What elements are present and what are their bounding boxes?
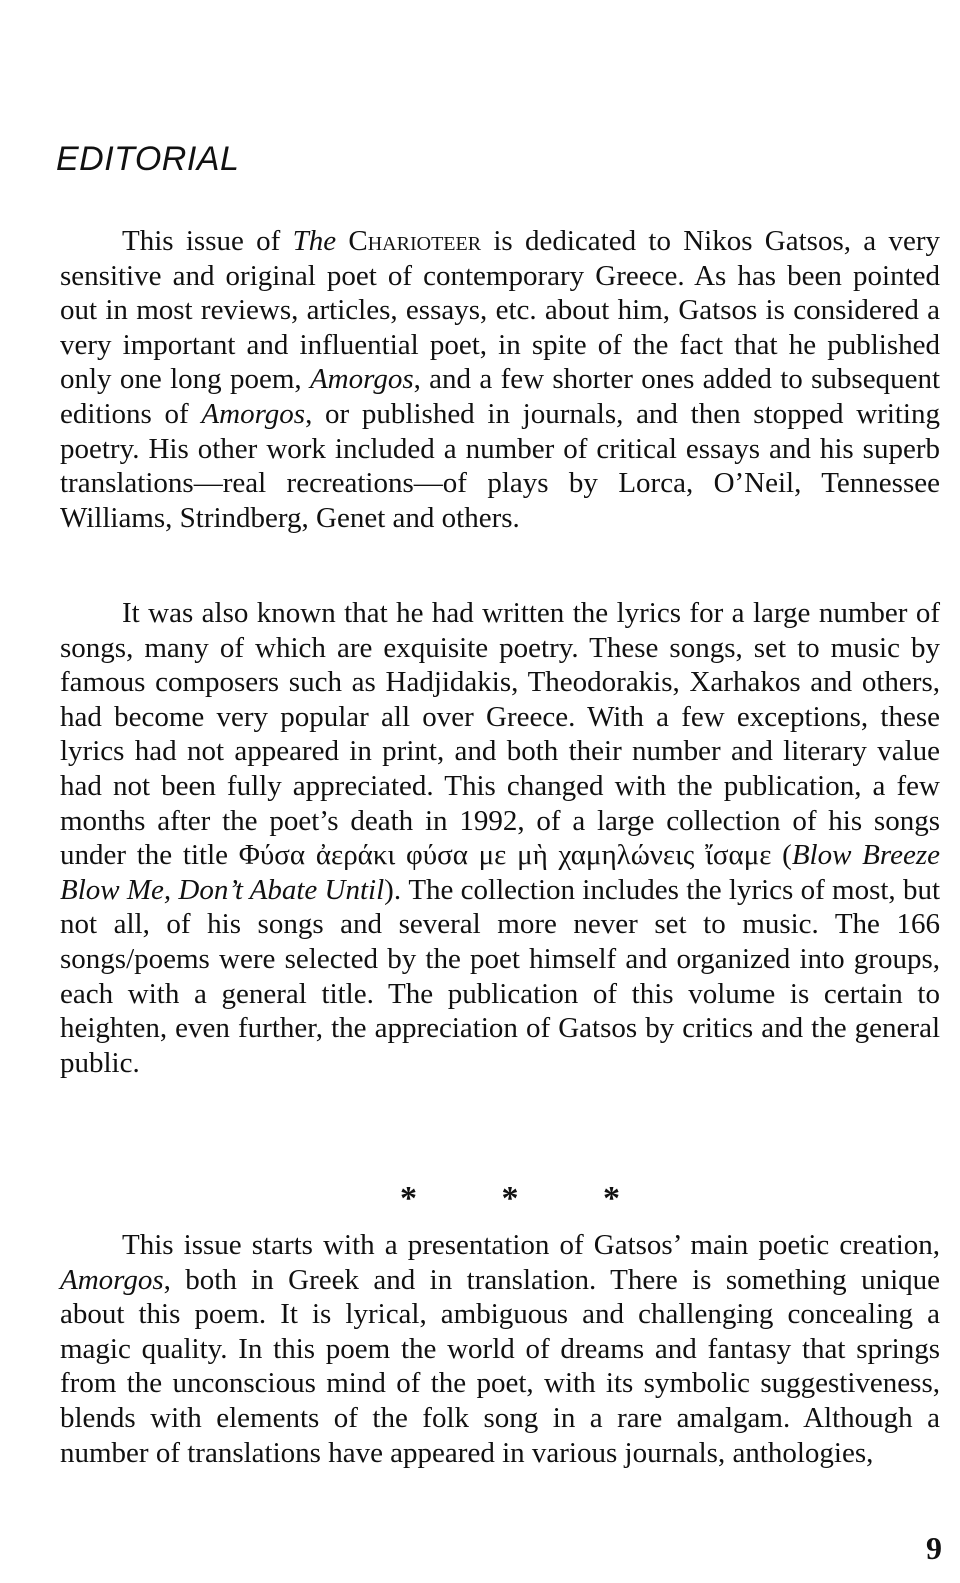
asterisk-3: * xyxy=(603,1180,620,1217)
paragraph-1-text-a: This issue of xyxy=(122,225,293,257)
paragraph-2-text-b: ). The collection includes the lyrics of most, but not all, of his songs and several more never set to music. The 166 songs/poems were selected by the poet himself and organized into groups, each with a general title. The publication of this volume is certain to heighten, even further, the appreciation of Gatsos by critics and the general public. xyxy=(60,873,941,1079)
greek-collection-title: Φύσα ἀεράκι φύσα με μὴ χαμηλώνεις ἴσαμε xyxy=(238,839,772,872)
paragraph-1 xyxy=(60,224,940,535)
paragraph-2 xyxy=(60,596,940,1080)
paragraph-2-text-a: It was also known that he had written the lyrics for a large number of songs, many of which are exquisite poetry. These songs, set to music by famous composers such as Hadjidakis, Theodorakis, Xarhakos and others, had become very popular all over Greece. With a few exceptions, these lyrics had not appeared in print, and both their number and literary value had not been fully appreciated. This changed with the publication, a few months after the poet’s death in 1992, of a large collection of his songs under the title xyxy=(60,597,940,872)
paragraph-1-space xyxy=(336,225,348,257)
poem-title-amorgos: Amorgos xyxy=(309,363,414,396)
asterisk-1: * xyxy=(400,1180,417,1217)
journal-title-name: Charioteer xyxy=(348,225,482,257)
paragraph-3-text-a: This issue starts with a presentation of Gatsos’ main poetic creation, xyxy=(122,1229,940,1261)
paragraph-3-text-b: , both in Greek and in translation. There is something unique about this poem. It is lyrical, ambiguous and challenging concealing a magic quality. In this poem the world of dreams and fantasy that springs from the unconscious mind of the poet, with its symbolic suggestiveness, blends with elements of the folk song in a rare amalgam. Although a number of translations have appeared in various journals, anthologies, xyxy=(60,1263,940,1469)
page-number: 9 xyxy=(926,1530,942,1566)
english-collection-title: Blow Breeze Blow Me, Don’t Abate Until xyxy=(60,839,940,906)
paragraph-1-text-b: is dedicated to Nikos Gatsos, a very sensitive and original poet of contemporary Greece. As has been pointed out in most reviews, articles, essays, etc. about him, Gatsos is considered a very important and influential poet, in spite of the fact that he published only one long poem, xyxy=(60,225,940,396)
paragraph-1-text-d: , or published in journals, and then stopped writing poetry. His other work included a number of critical essays and his superb translations—real recreations—of plays by Lorca, O’Neil, Tennessee Williams, Strindberg, Genet and others. xyxy=(60,397,940,534)
poem-title-amorgos: Amorgos xyxy=(201,397,306,430)
journal-title-the: The xyxy=(292,225,337,257)
paragraph-1-text-c: , and a few shorter ones added to subsequent editions of xyxy=(60,363,940,430)
section-separator xyxy=(400,1180,620,1218)
asterisk-2: * xyxy=(501,1180,519,1217)
poem-title-amorgos: Amorgos xyxy=(60,1263,164,1296)
paragraph-2-paren-open: ( xyxy=(771,839,792,872)
page-heading: EDITORIAL xyxy=(56,140,240,178)
paragraph-3 xyxy=(60,1228,940,1470)
